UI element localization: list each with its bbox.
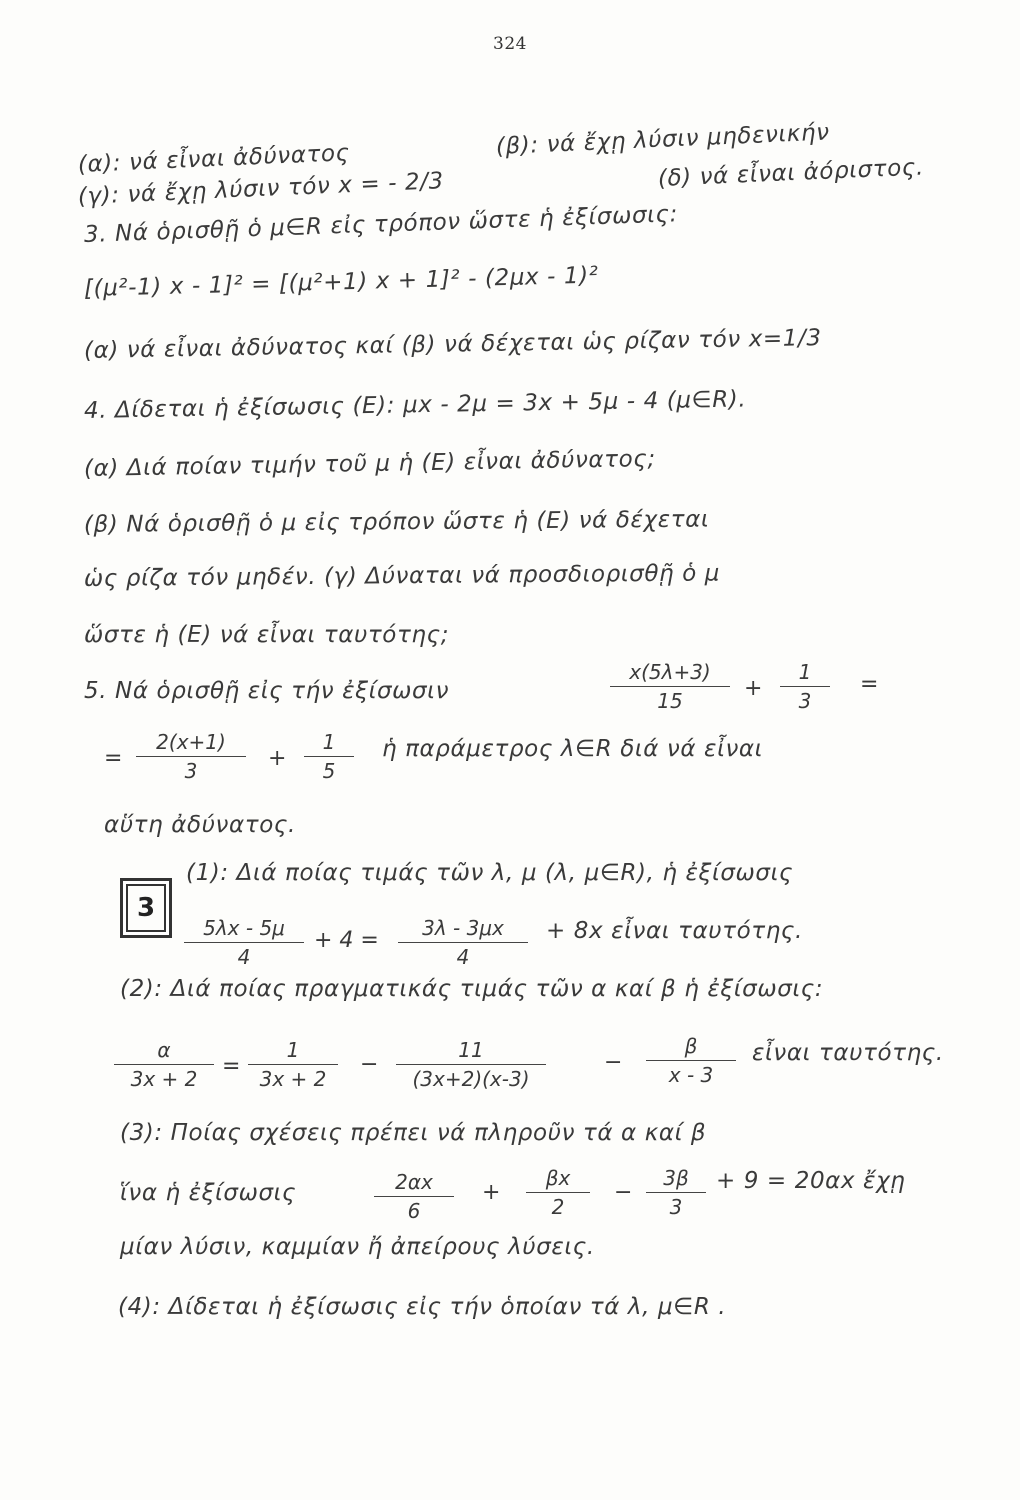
problem-3-equation: [(μ²-1) x - 1]² = [(μ²+1) x + 1]² - (2μx - 1)² (83, 262, 599, 302)
problem-5-fraction-1: $\frac{x(5\lambda+3)}{15}$ (610, 660, 730, 713)
problem-4-part-c: ὡς ρίζα τόν μηδέν. (γ) Δύναται νά προσδιορισθῇ ὁ μ (83, 560, 721, 592)
item-d-line: (δ) νά εἶναι ἀόριστος. (657, 154, 925, 192)
problem-5-plus-2: + (268, 746, 287, 771)
problem-5-tail: ἡ παράμετρος λ∈R διά νά εἶναι (382, 736, 764, 762)
problem-5-fraction-4: $\frac{1}{5}$ (304, 730, 354, 783)
exercise-3-fraction-2: $\frac{\beta x}{2}$ (526, 1166, 590, 1219)
page-number: 324 (493, 34, 527, 54)
problem-3-statement: 3. Νά ὁρισθῇ ὁ μ∈R εἰς τρόπον ὥστε ἡ ἐξίσωσις: (83, 201, 679, 248)
exercise-3-tail: + 9 = 20αx ἔχῃ (716, 1168, 906, 1194)
exercise-3-minus: − (614, 1180, 633, 1205)
exercise-2-fraction-3: $\frac{11}{(3x+2)(x-3)}$ (396, 1038, 546, 1091)
problem-4-question: ὥστε ἡ (Ε) νά εἶναι ταυτότης; (84, 622, 450, 648)
item-c-line: (γ): νά ἔχῃ λύσιν τόν x = - 2/3 (77, 168, 445, 210)
problem-4-part-b: (β) Νά ὁρισθῇ ὁ μ εἰς τρόπον ὥστε ἡ (Ε) νά δέχεται (83, 506, 710, 538)
exercise-2-lead: (2): Διά ποίας πραγματικάς τιμάς τῶν α καί β ἡ ἐξίσωσις: (120, 976, 824, 1002)
exercise-4-line: (4): Δίδεται ἡ ἐξίσωσις εἰς τήν ὁποίαν τά λ, μ∈R . (118, 1294, 727, 1320)
exercise-2-equals: = (222, 1054, 241, 1079)
problem-5-end: αὕτη ἀδύνατος. (104, 812, 296, 838)
item-a-line: (α): νά εἶναι ἀδύνατος (77, 140, 351, 178)
exercise-2-tail: εἶναι ταυτότης. (752, 1040, 944, 1066)
problem-3-parts: (α) νά εἶναι ἀδύνατος καί (β) νά δέχεται ὡς ρίζαν τόν x=1/3 (83, 325, 822, 364)
section-3-box: 3 (120, 878, 172, 938)
problem-5-equals: = (860, 672, 879, 697)
exercise-2-minus: − (360, 1052, 379, 1077)
exercise-3-plus: + (482, 1180, 501, 1205)
exercise-3-line2-lead: ἵνα ἡ ἐξίσωσις (120, 1180, 297, 1206)
problem-5-plus: + (744, 676, 763, 701)
exercise-1-mid: + 4 = (314, 928, 379, 953)
exercise-3-fraction-1: $\frac{2\alpha x}{6}$ (374, 1170, 454, 1223)
exercise-1-tail: + 8x εἶναι ταυτότης. (546, 918, 803, 944)
problem-4-statement: 4. Δίδεται ἡ ἐξίσωσις (Ε): μx - 2μ = 3x + 5μ - 4 (μ∈R). (83, 386, 747, 424)
exercise-1-fraction-2: $\frac{3\lambda - 3\mu x}{4}$ (398, 916, 528, 969)
item-b-line: (β): νά ἔχῃ λύσιν μηδενικήν (495, 119, 831, 160)
problem-5-fraction-3: $\frac{2(x+1)}{3}$ (136, 730, 246, 783)
exercise-1-fraction-1: $\frac{5\lambda x - 5\mu}{4}$ (184, 916, 304, 969)
problem-5-fraction-2: $\frac{1}{3}$ (780, 660, 830, 713)
exercise-2-fraction-4: $\frac{\beta}{x - 3}$ (646, 1034, 736, 1087)
exercise-2-fraction-1: $\frac{\alpha}{3x + 2}$ (114, 1038, 214, 1091)
exercise-1-lead: (1): Διά ποίας τιμάς τῶν λ, μ (λ, μ∈R), ἡ ἐξίσωσις (186, 860, 794, 886)
problem-5-equals-2: = (104, 746, 123, 771)
exercise-3-lead: (3): Ποίας σχέσεις πρέπει νά πληροῦν τά α καί β (120, 1120, 707, 1146)
exercise-3-line3: μίαν λύσιν, καμμίαν ἤ ἀπείρους λύσεις. (120, 1234, 595, 1260)
exercise-3-fraction-3: $\frac{3\beta}{3}$ (646, 1166, 706, 1219)
exercise-2-minus-2: − (604, 1050, 623, 1075)
exercise-2-fraction-2: $\frac{1}{3x + 2}$ (248, 1038, 338, 1091)
problem-4-part-a: (α) Διά ποίαν τιμήν τοῦ μ ἡ (Ε) εἶναι ἀδύνατος; (83, 446, 656, 482)
problem-5-lead: 5. Νά ὁρισθῇ εἰς τήν ἐξίσωσιν (84, 678, 450, 704)
